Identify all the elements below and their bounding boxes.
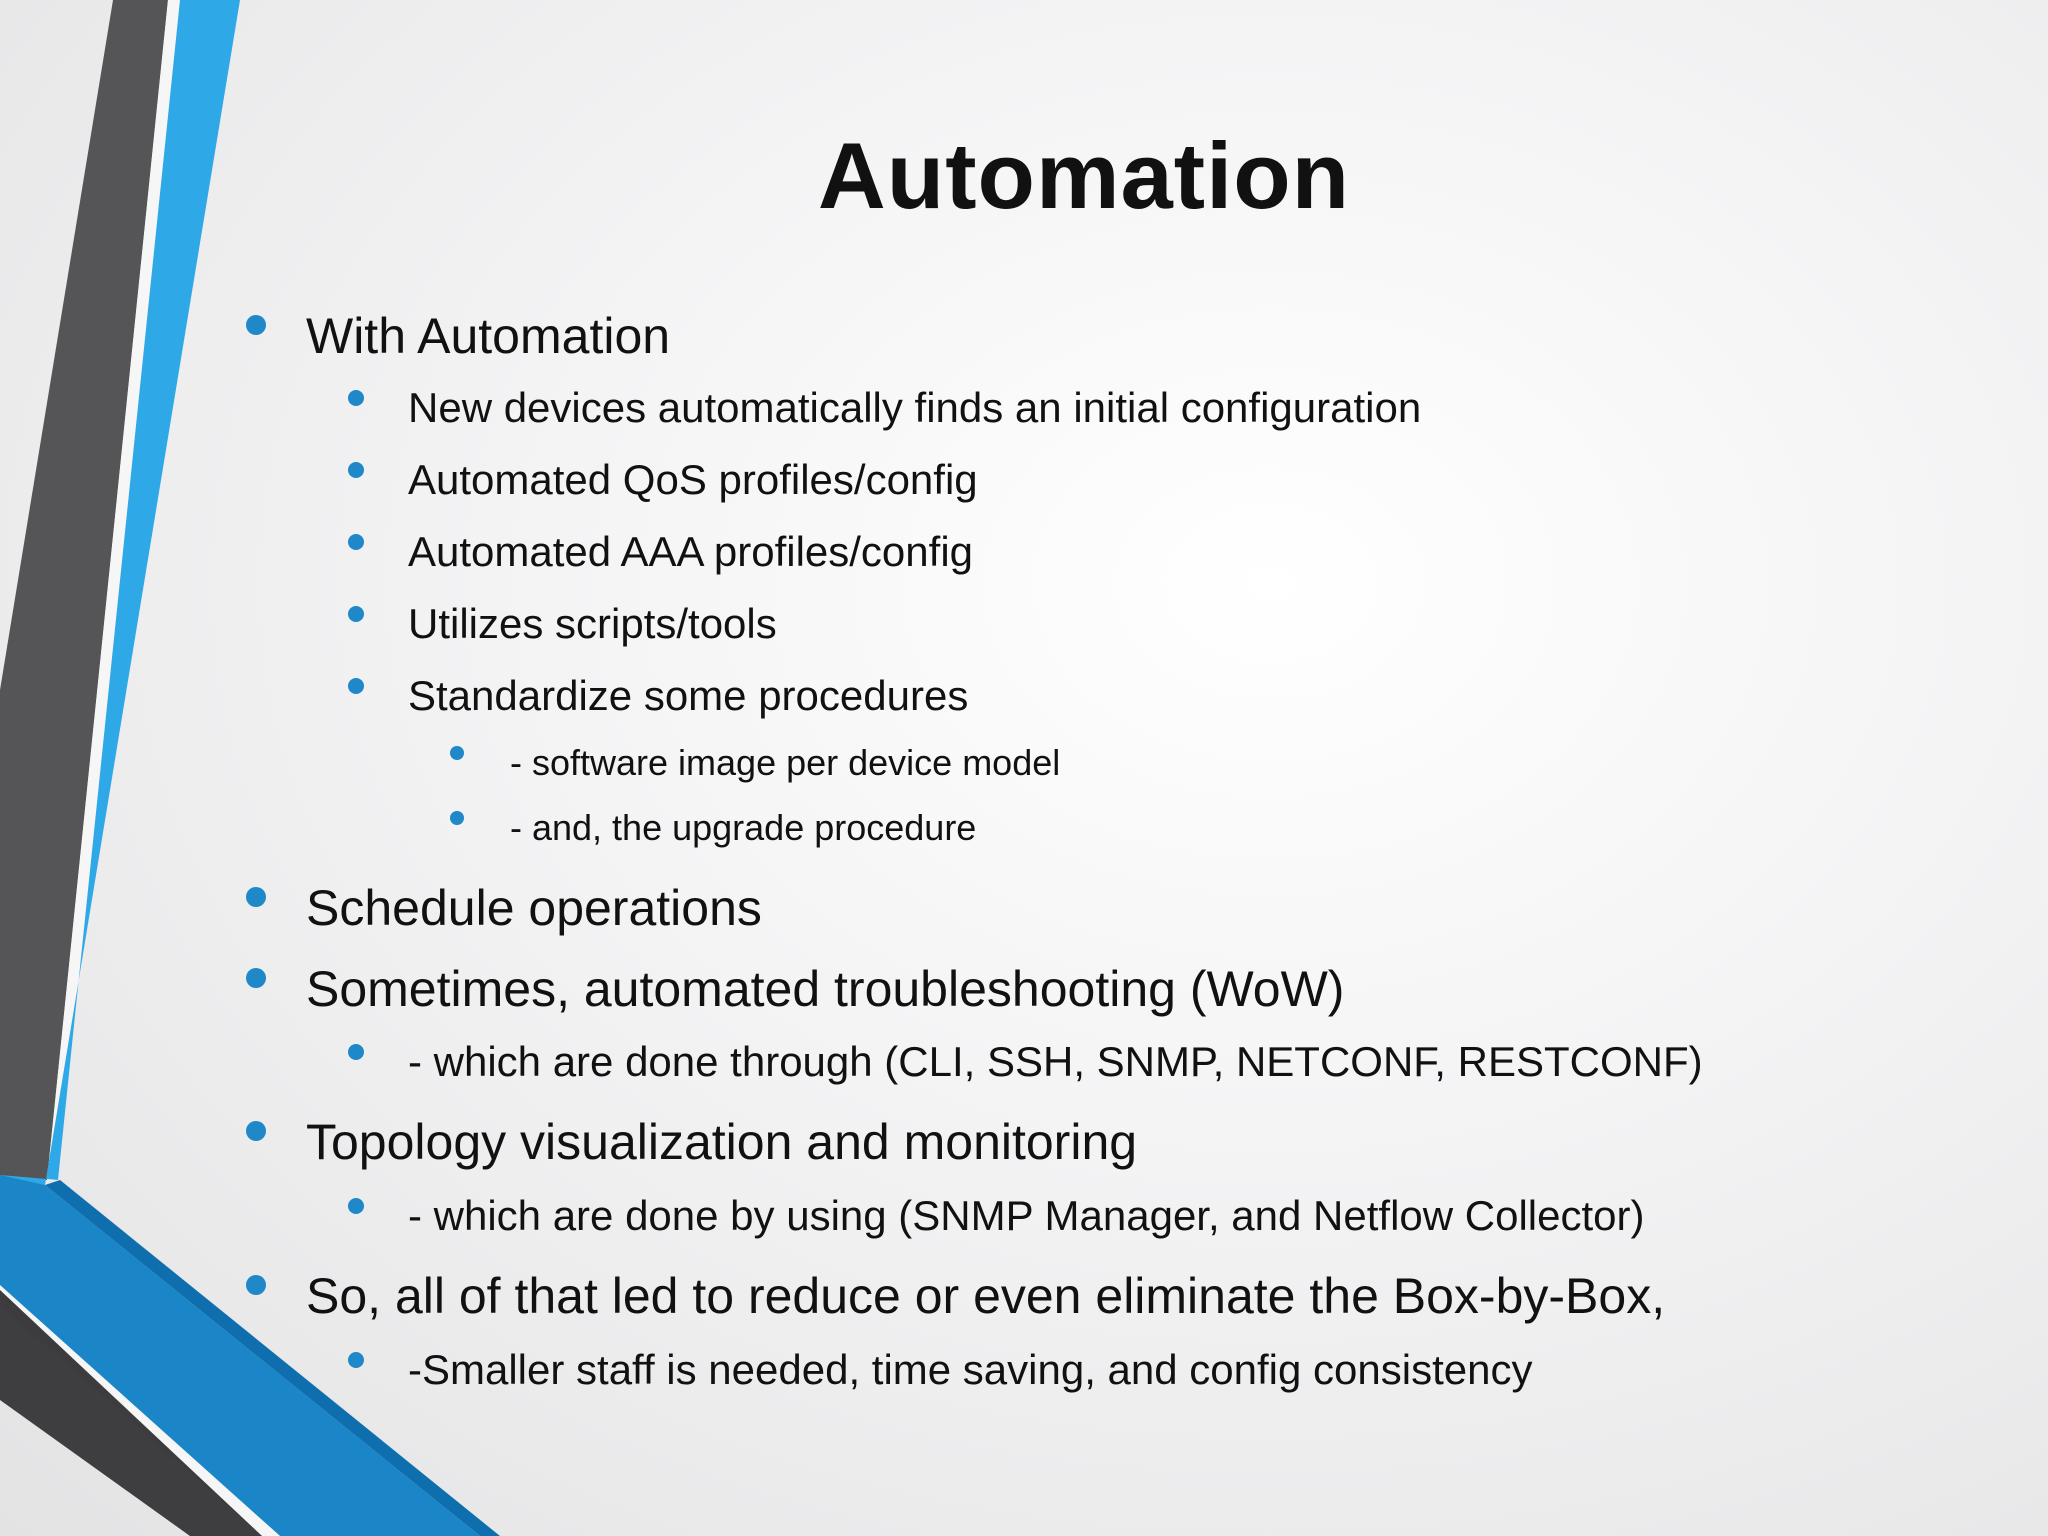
bullet-text: New devices automatically finds an initial configuration xyxy=(408,384,1422,431)
bullet-text: Sometimes, automated troubleshooting (WoW) xyxy=(306,961,1345,1017)
bullet-text: So, all of that led to reduce or even eliminate the Box-by-Box, xyxy=(306,1268,1666,1324)
bullet-text: Automated QoS profiles/config xyxy=(408,456,978,503)
bullet-level-2 xyxy=(408,1038,1703,1086)
bullet-level-3 xyxy=(510,742,1060,784)
bullet-text: - which are done through (CLI, SSH, SNMP, NETCONF, RESTCONF) xyxy=(408,1038,1703,1085)
bullet-text: - which are done by using (SNMP Manager, and Netflow Collector) xyxy=(408,1192,1645,1239)
bullet-text: - and, the upgrade procedure xyxy=(510,807,977,848)
bullet-dot-icon xyxy=(348,678,364,694)
bullet-dot-icon xyxy=(246,1275,266,1295)
bullet-text: Schedule operations xyxy=(306,880,762,936)
bullet-text: Automated AAA profiles/config xyxy=(408,528,974,575)
bullet-level-2 xyxy=(408,600,777,648)
bullet-text: Topology visualization and monitoring xyxy=(306,1114,1138,1170)
bullet-level-3 xyxy=(510,807,976,849)
bullet-text: With Automation xyxy=(306,308,671,364)
bullet-text: Utilizes scripts/tools xyxy=(408,600,777,647)
bullet-dot-icon xyxy=(246,968,266,988)
bullet-dot-icon xyxy=(348,462,364,478)
bullet-text: -Smaller staff is needed, time saving, and config consistency xyxy=(408,1346,1533,1393)
bullet-level-2 xyxy=(408,384,1421,432)
bullet-level-1 xyxy=(306,1267,1665,1325)
bullet-level-2 xyxy=(408,528,973,576)
slide-title: Automation xyxy=(817,123,1351,228)
bullet-level-2 xyxy=(408,672,968,720)
bullet-text: Standardize some procedures xyxy=(408,672,969,719)
bullet-text: - software image per device model xyxy=(510,742,1061,783)
bullet-level-2 xyxy=(408,1192,1644,1240)
bullet-dot-icon xyxy=(348,1044,364,1060)
bullet-dot-icon xyxy=(450,811,464,825)
bullet-dot-icon xyxy=(348,534,364,550)
bullet-dot-icon xyxy=(246,1121,266,1141)
bullet-dot-icon xyxy=(246,315,266,335)
bullet-level-2 xyxy=(408,456,978,504)
bullet-level-2 xyxy=(408,1346,1532,1394)
bullet-dot-icon xyxy=(450,746,464,760)
bullet-level-1 xyxy=(306,960,1344,1018)
bullet-level-1 xyxy=(306,879,762,937)
bullet-dot-icon xyxy=(348,1198,364,1214)
bullet-level-1 xyxy=(306,307,670,365)
bullet-dot-icon xyxy=(348,1352,364,1368)
bullet-level-1 xyxy=(306,1113,1137,1171)
bullet-dot-icon xyxy=(348,606,364,622)
bullet-dot-icon xyxy=(348,390,364,406)
bullet-dot-icon xyxy=(246,887,266,907)
